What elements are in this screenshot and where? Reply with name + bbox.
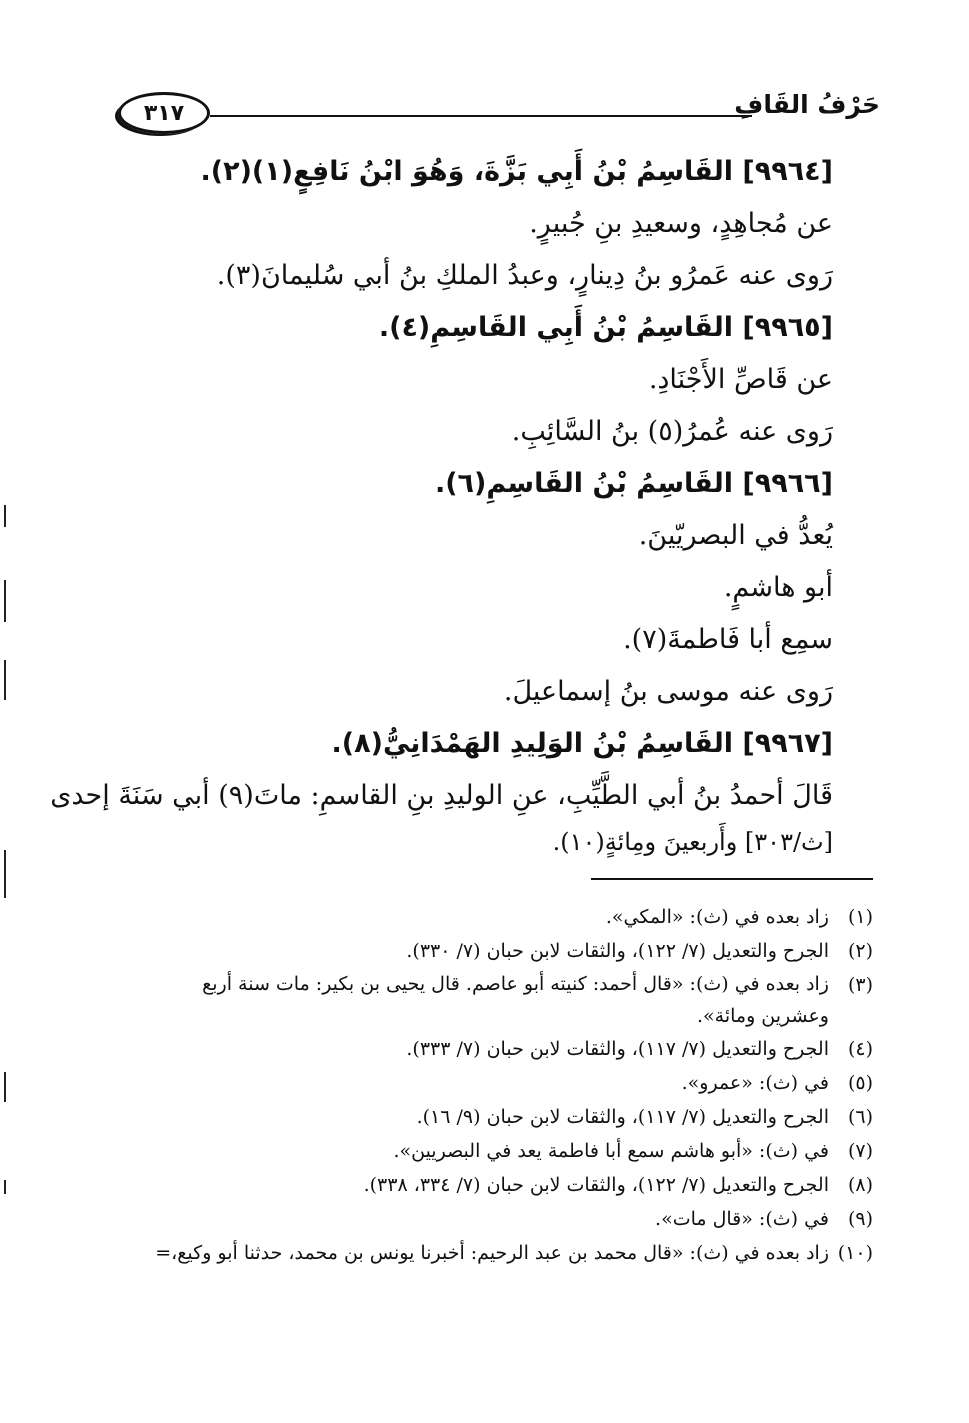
entry-heading: [٩٩٦٧] القَاسِمُ بْنُ الوَلِيدِ الهَمْدَانِيُّ(٨). bbox=[331, 728, 833, 759]
footnote-number: (٦) bbox=[847, 1106, 873, 1128]
footnote-number: (١٠) bbox=[837, 1242, 873, 1264]
margin-mark bbox=[4, 850, 6, 898]
footnotes bbox=[133, 900, 873, 1270]
footnote-number: (٢) bbox=[847, 940, 873, 962]
margin-mark bbox=[4, 1180, 6, 1194]
page-header bbox=[118, 88, 880, 136]
footnote bbox=[133, 934, 873, 968]
text-line: يُعدُّ في البصريّينَ. bbox=[638, 520, 833, 551]
footnote-number: (٣) bbox=[847, 974, 873, 996]
margin-mark bbox=[4, 505, 6, 527]
main-text bbox=[50, 146, 833, 862]
footnote bbox=[133, 1236, 873, 1270]
footnote-text: زاد بعده في (ث): «قال محمد بن عبد الرحيم: أخبرنا يونس بن محمد، حدثنا أبو وكيع،= bbox=[155, 1242, 829, 1264]
footnote-number: (٩) bbox=[847, 1208, 873, 1230]
margin-mark bbox=[4, 580, 6, 622]
text-line: سمِع أبا فَاطمةَ(٧). bbox=[623, 624, 833, 655]
footnote-number: (٥) bbox=[847, 1072, 873, 1094]
footnote-text: في (ث): «أبو هاشم سمع أبا فاطمة يعد في البصريين». bbox=[393, 1140, 829, 1162]
text-line: رَوى عنه عَمرُو بنُ دِينارٍ، وعبدُ الملكِ بنُ أبي سُليمانَ(٣). bbox=[216, 260, 833, 291]
text-line: عن قَاصِّ الأَجْنَادِ. bbox=[648, 364, 833, 395]
footnote-text: الجرح والتعديل (٧/ ١١٧)، والثقات لابن حبان (٧/ ٣٣٣). bbox=[406, 1038, 829, 1060]
footnote-text: زاد بعده في (ث): «قال أحمد: كنيته أبو عاصم. قال يحيى بن بكير: مات سنة أربع وعشرين ومائة». bbox=[202, 973, 829, 1027]
footnote bbox=[133, 1032, 873, 1066]
footnote bbox=[133, 1168, 873, 1202]
footnote-text: زاد بعده في (ث): «المكي». bbox=[605, 906, 829, 928]
entry-heading: [٩٩٦٥] القَاسِمُ بْنُ أَبِي القَاسِمِ(٤). bbox=[378, 312, 833, 343]
margin-mark bbox=[4, 1072, 6, 1102]
footnote-separator bbox=[591, 878, 873, 880]
footnote-text: الجرح والتعديل (٧/ ١٢٢)، والثقات لابن حبان (٧/ ٣٣٠). bbox=[406, 940, 829, 962]
text-line: عن مُجاهِدٍ، وسعيدِ بنِ جُبيرٍ. bbox=[529, 208, 833, 239]
footnote-text: الجرح والتعديل (٧/ ١٢٢)، والثقات لابن حبان (٧/ ٣٣٤، ٣٣٨). bbox=[363, 1174, 829, 1196]
text-line: [ث/٣٠٣] وأَربعينَ ومِائةٍ(١٠). bbox=[552, 828, 833, 856]
text-line: رَوى عنه عُمرُ(٥) بنُ السَّائِبِ. bbox=[511, 416, 833, 447]
entry-heading: [٩٩٦٦] القَاسِمُ بْنُ القَاسِمِ(٦). bbox=[434, 468, 833, 499]
footnote-number: (٧) bbox=[847, 1140, 873, 1162]
footnote bbox=[133, 1066, 873, 1100]
footnote-number: (٤) bbox=[847, 1038, 873, 1060]
header-rule bbox=[210, 115, 752, 117]
entry-heading: [٩٩٦٤] القَاسِمُ بْنُ أَبِي بَزَّةَ، وَهُوَ ابْنُ نَافِعٍ(١)(٢). bbox=[200, 156, 833, 187]
text-line: قَالَ أحمدُ بنُ أبي الطَّيِّبِ، عنِ الوليدِ بنِ القاسمِ: ماتَ(٩) أبي سَنَةَ إحدى bbox=[50, 780, 833, 811]
page-number-badge: ٣١٧ bbox=[118, 92, 210, 134]
text-line: رَوى عنه موسى بنُ إسماعيلَ. bbox=[503, 676, 833, 707]
footnote bbox=[133, 1100, 873, 1134]
footnote bbox=[133, 900, 873, 934]
chapter-title: حَرْفُ القَافِ bbox=[734, 90, 880, 119]
footnote bbox=[133, 1202, 873, 1236]
footnote bbox=[133, 1134, 873, 1168]
footnote-number: (٨) bbox=[847, 1174, 873, 1196]
footnote-text: الجرح والتعديل (٧/ ١١٧)، والثقات لابن حبان (٩/ ١٦). bbox=[416, 1106, 829, 1128]
footnote-text: في (ث): «عمرو». bbox=[681, 1072, 829, 1094]
footnote-number: (١) bbox=[847, 906, 873, 928]
footnote-text: في (ث): «قال مات». bbox=[655, 1208, 829, 1230]
footnote bbox=[133, 968, 873, 1032]
text-line: أبو هاشمٍ. bbox=[723, 572, 833, 603]
margin-mark bbox=[4, 660, 6, 700]
